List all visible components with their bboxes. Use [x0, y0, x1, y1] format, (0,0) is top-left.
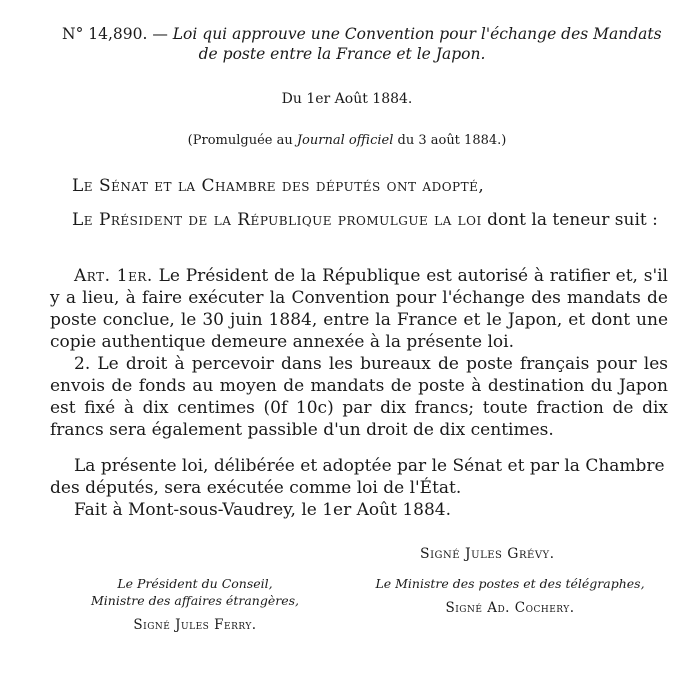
preamble-president — [72, 209, 668, 231]
preamble-president-rest: dont la teneur suit : — [481, 210, 658, 230]
closing-text: La présente loi, délibérée et adoptée par le Sénat et par la Chambre des députés, sera exécutée comme loi de l'État. — [50, 456, 665, 498]
right-name: Signé Ad. Cochery. — [445, 600, 575, 616]
promulgation-note — [0, 133, 694, 148]
closing-place: Fait à Mont-sous-Vaudrey, le 1er Août 1884. — [74, 500, 451, 520]
law-number: N° 14,890. — — [62, 25, 173, 43]
signature-left — [80, 575, 310, 634]
promulgation-prefix: (Promulguée au — [187, 133, 297, 148]
article-1-label: Art. 1er. — [74, 266, 153, 286]
promulgation-suffix: du 3 août 1884.) — [393, 133, 507, 148]
journal-name: Journal officiel — [296, 133, 394, 148]
article-1 — [50, 265, 668, 353]
signature-right — [370, 575, 650, 617]
law-title-line2: de poste entre la France et le Japon. — [198, 45, 486, 63]
law-title — [62, 24, 662, 64]
article-1-text: Le Président de la République est autorisé à ratifier et, s'il y a lieu, à faire exécuter la Convention pour l'échange des mandats de poste conclue, le 30 juin 1884, entre la France et le Japon, et dont une copie authentique demeure annexée à la présente loi. — [50, 266, 668, 352]
articles — [50, 265, 668, 441]
left-name: Signé Jules Ferry. — [133, 617, 257, 633]
article-2: 2. Le droit à percevoir dans les bureaux de poste français pour les envois de fonds au moyen de mandats de poste à destination du Japon est fixé à dix centimes (0f 10c) par dix francs; toute fraction de dix francs sera également passible d'un droit de dix centimes. — [50, 354, 668, 440]
left-role-2: Ministre des affaires étrangères, — [91, 593, 299, 608]
right-role: Le Ministre des postes et des télégraphes, — [375, 576, 645, 591]
signature-president: Signé Jules Grévy. — [420, 546, 555, 562]
closing — [50, 455, 668, 521]
left-role-1: Le Président du Conseil, — [117, 576, 273, 591]
law-date: Du 1er Août 1884. — [281, 91, 413, 107]
preamble-senate: Le Sénat et la Chambre des députés ont adopté, — [72, 176, 485, 196]
law-title-line1: Loi qui approuve une Convention pour l'échange des Mandats — [172, 25, 662, 43]
preamble-president-sc: Le Président de la République promulgue la loi — [72, 210, 482, 230]
